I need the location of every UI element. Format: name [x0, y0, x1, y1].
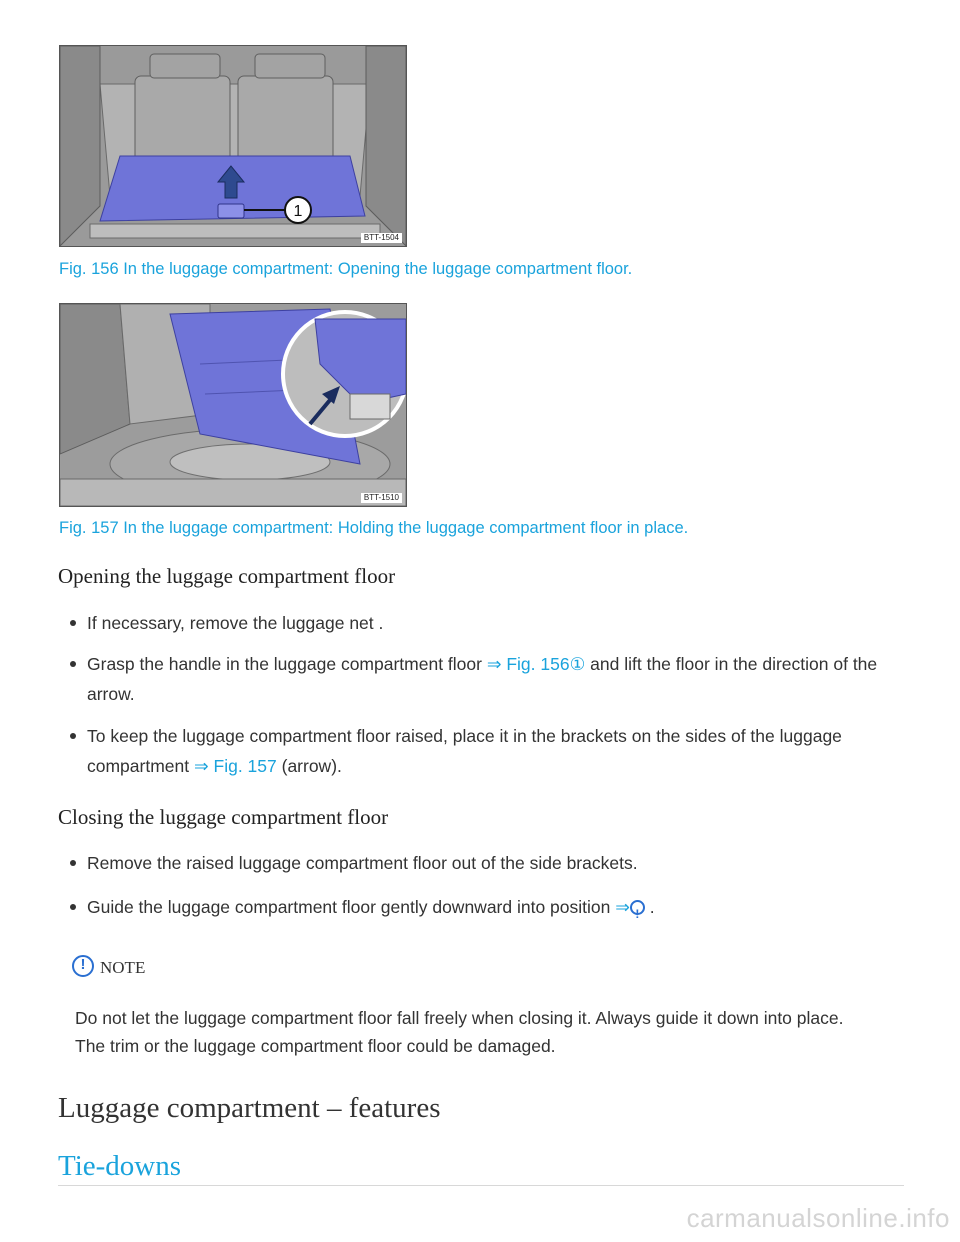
subsection-title[interactable]: Tie-downs	[58, 1150, 182, 1182]
watermark: carmanualsonline.info	[686, 1203, 950, 1233]
figure-code: BTT-1504	[361, 233, 402, 243]
callout-number: 1	[293, 203, 303, 220]
bullet-text: (arrow).	[276, 756, 342, 776]
bullet-text: Grasp the handle in the luggage compartment floor	[87, 654, 487, 674]
bullet-text: .	[644, 897, 655, 917]
bullet-text: To keep the luggage compartment floor raised, place it in the brackets on the sides of the luggage compartment	[87, 726, 842, 776]
fig-157-link[interactable]: ⇒ Fig. 157	[193, 756, 277, 776]
floor-bracket-illustration	[60, 304, 406, 506]
bullet-text: Remove the raised luggage compartment floor out of the side brackets.	[87, 853, 638, 873]
figure-157-image	[59, 303, 407, 507]
list-item	[87, 892, 907, 922]
opening-heading: Opening the luggage compartment floor	[58, 564, 396, 588]
warning-icon[interactable]	[630, 900, 645, 915]
fig-156-link[interactable]: ⇒ Fig. 156	[486, 654, 570, 674]
callout-ref[interactable]: ①	[569, 654, 586, 674]
note-link[interactable]: ⇒	[615, 897, 630, 917]
figure-157-caption: Fig. 157 In the luggage compartment: Holding the luggage compartment floor in place.	[59, 519, 689, 537]
figure-156-caption: Fig. 156 In the luggage compartment: Opening the luggage compartment floor.	[59, 260, 633, 278]
closing-heading: Closing the luggage compartment floor	[58, 805, 389, 829]
list-item	[87, 848, 907, 878]
bullet-text: Guide the luggage compartment floor gently downward into position	[87, 897, 616, 917]
note-header	[72, 955, 145, 978]
warning-icon	[72, 955, 94, 977]
list-item	[87, 649, 907, 709]
note-label: NOTE	[100, 958, 146, 977]
figure-156-image	[59, 45, 407, 247]
figure-code: BTT-1510	[361, 493, 402, 503]
luggage-floor-illustration	[60, 46, 406, 246]
note-text: Do not let the luggage compartment floor fall freely when closing it. Always guide it down into place. The trim or the luggage compartment floor could be damaged.	[75, 1008, 844, 1056]
list-item	[87, 721, 907, 781]
section-title: Luggage compartment – features	[58, 1092, 441, 1124]
bullet-text: If necessary, remove the luggage net .	[87, 613, 384, 633]
bullet-text: and lift the floor in the direction of the arrow.	[87, 654, 878, 704]
divider	[58, 1185, 904, 1186]
list-item	[87, 608, 907, 638]
